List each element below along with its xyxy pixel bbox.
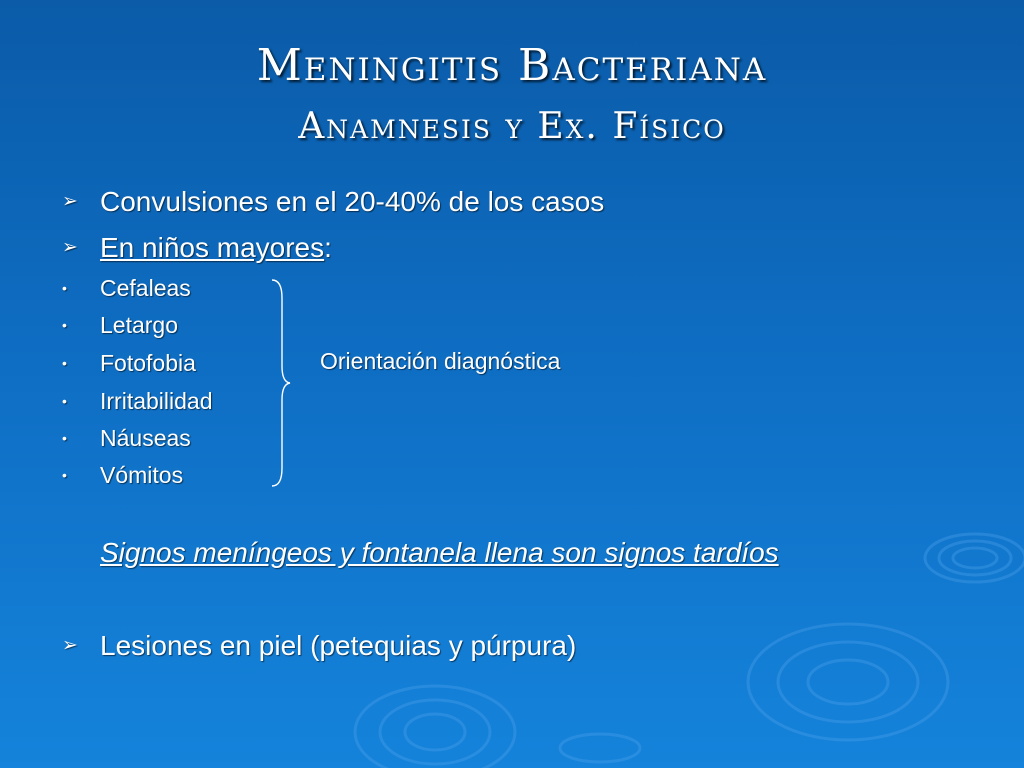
- symptom-text: Cefaleas: [100, 275, 191, 301]
- dot-bullet-icon: •: [62, 393, 67, 409]
- right-brace-icon: [270, 278, 294, 488]
- symptom-text: Letargo: [100, 312, 179, 338]
- dot-bullet-icon: •: [62, 430, 67, 446]
- symptom-text: Irritabilidad: [100, 388, 213, 414]
- dot-bullet-icon: •: [62, 317, 67, 333]
- bullet-text: En niños mayores: [100, 232, 325, 263]
- arrow-bullet-icon: ➢: [62, 635, 78, 656]
- symptom-text: Náuseas: [100, 425, 191, 451]
- slide-subtitle: Anamnesis y Ex. Físico: [298, 106, 726, 147]
- arrow-bullet-icon: ➢: [62, 191, 78, 212]
- slide-title: Meningitis Bacteriana: [256, 40, 768, 91]
- bullet-suffix: :: [324, 232, 332, 263]
- bullet-text: Lesiones en piel (petequias y púrpura): [100, 630, 577, 661]
- dot-bullet-icon: •: [62, 280, 67, 296]
- symptom-text: Vómitos: [100, 462, 184, 488]
- dot-bullet-icon: •: [62, 355, 67, 371]
- arrow-bullet-icon: ➢: [62, 237, 78, 258]
- brace-label: Orientación diagnóstica: [320, 348, 561, 374]
- late-signs-note: Signos meníngeos y fontanela llena son signos tardíos: [100, 537, 779, 568]
- symptom-text: Fotofobia: [100, 350, 196, 376]
- dot-bullet-icon: •: [62, 467, 67, 483]
- bullet-text: Convulsiones en el 20-40% de los casos: [100, 186, 605, 217]
